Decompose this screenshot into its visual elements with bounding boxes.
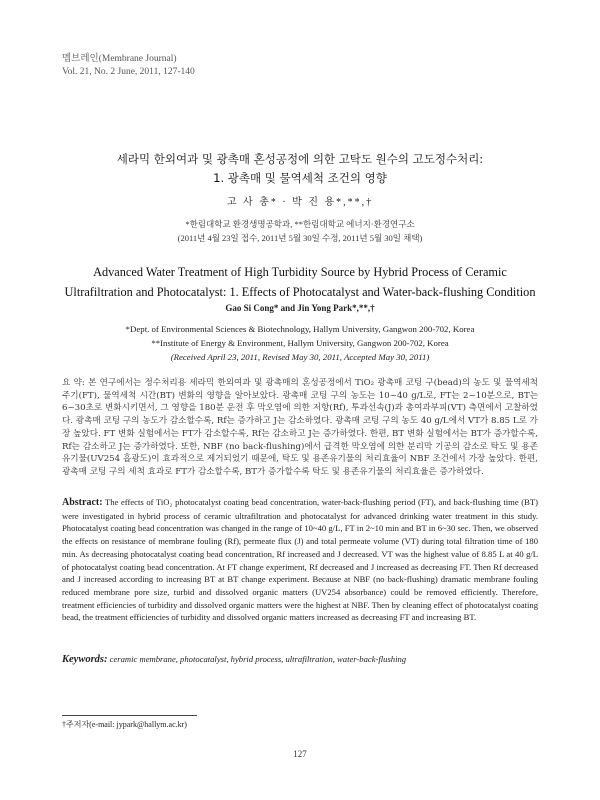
journal-header (62, 53, 195, 79)
korean-authors: 고 사 총* · 박 진 용*,**,† (226, 197, 374, 208)
keywords-label: Keywords: (62, 654, 108, 665)
english-affiliation-line1: *Dept. of Environmental Sciences & Biotechnology, Hallym University, Gangwon 200-702, Korea (125, 324, 475, 334)
english-affiliation-line2: **Institute of Energy & Environment, Hallym University, Gangwon 200-702, Korea (151, 338, 449, 348)
journal-volume: Vol. 21, No. 2 June, 2011, 127-140 (62, 67, 195, 77)
footnote-divider (62, 715, 197, 716)
korean-abstract: 요 약: 본 연구에서는 정수처리용 세라믹 한외여과 및 광촉매의 혼성공정에서 TiO₂ 광촉매 코팅 구(bead)의 농도 및 물역세척 주기(FT), 물역세척 시간(BT) 변화의 영향을 알아보았다. 광촉매 코팅 구의 농도는 10~40 g/L로, FT는 2~10분으로, BT는 6~30초로 변화시키면서, 그 영향을 180분 운전 후 막오염에 의한 저항(Rf), 투과선속(J)과 총여과부피(VT) 측면에서 고찰하였다. 광촉매 코팅 구의 농도가 감소할수록, Rf는 증가하고 J는 감소하였다. 광촉매 코팅 구의 농도 40 g/L에서 VT가 8.85 L로 가장 높았다. FT 변화 실험에서는 FT가 감소할수록, Rf는 감소하고 J는 증가하였다. 한편, BT 변화 실험에서는 BT가 증가할수록, Rf는 감소하고 J는 증가하였다. 또한, NBF (no back-flushing)에서 급격한 막오염에 의한 분리막 기공의 감소로 탁도 및 용존유기물(UV254 흡광도)이 효과적으로 제거되었기 때문에, 탁도 및 용존유기물의 처리효율이 NBF 조건에서 가장 높았다. 한편, 광촉매 코팅 구의 세척 효과로 FT가 감소할수록, BT가 증가할수록 탁도 및 용존유기물의 처리효율은 증가하였다. (62, 378, 538, 477)
korean-dates: (2011년 4월 23일 접수, 2011년 5월 30일 수정, 2011년 5월 30일 채택) (177, 233, 423, 243)
korean-title (0, 150, 600, 188)
corresponding-author-footnote: †주저자(e-mail: jypark@hallym.ac.kr) (62, 720, 187, 729)
korean-affiliation (0, 217, 600, 245)
english-title-line1: Advanced Water Treatment of High Turbidity Source by Hybrid Process of Ceramic (93, 265, 507, 279)
abstract-text: The effects of TiO₂ photocatalyst coating bead concentration, water-back-flushing period (FT), and back-flushing time (BT) were investigated in hybrid process of ceramic ultrafiltration and photocatalyst for advanced drinking water treatment in this study. Photocatalyst coating bead concentration was changed in the range of 10~40 g/L, FT in 2~10 min and BT in 6~30 sec. Then, we observed the effects on resistance of membrane fouling (Rf), permeate flux (J) and total permeate volume (VT) during total filtration time of 180 min. As decreasing photocatalyst coating bead concentration, Rf increased and J decreased. VT was the highest value of 8.85 L at 40 g/L of photocatalyst coating bead concentration. At FT change experiment, Rf decreased and J increased as decreasing FT. Then Rf decreased and J increased according to increasing BT at BT change experiment. Because at NBF (no back-flushing) dramatic membrane fouling reduced membrane pore size, turbid and dissolved organic matters (UV254 absorbance) could be removed efficiently. Therefore, treatment efficiencies of turbidity and dissolved organic matters were the highest at NBF. Then by cleaning effect of photocatalyst coating bead, the treatment efficiencies of turbidity and dissolved organic matters increased as decreasing FT and increasing BT. (62, 497, 539, 623)
keywords-text: ceramic membrane, photocatalyst, hybrid process, ultrafiltration, water-back-flushing (109, 654, 407, 664)
english-abstract (62, 496, 538, 624)
english-title (0, 262, 600, 302)
english-authors: Gao Si Cong* and Jin Yong Park*,**,† (225, 303, 375, 313)
page-number: 127 (293, 749, 307, 759)
journal-name: 멤브레인(Membrane Journal) (62, 54, 177, 64)
english-title-line2: Ultrafiltration and Photocatalyst: 1. Effects of Photocatalyst and Water-back-flushing Condition (64, 285, 536, 299)
english-dates: (Received April 23, 2011, Revised May 30, 2011, Accepted May 30, 2011) (170, 352, 430, 362)
korean-title-line1: 세라믹 한외여과 및 광촉매 혼성공정에 의한 고탁도 원수의 고도정수처리: (116, 152, 484, 166)
keywords (62, 654, 538, 665)
korean-title-line2: 1. 광촉매 및 물역세척 조건의 영향 (213, 171, 387, 185)
abstract-label: Abstract: (62, 497, 103, 508)
korean-affiliation-line1: *한림대학교 환경생명공학과, **한림대학교 에너지·환경연구소 (185, 219, 415, 229)
english-affiliation (0, 322, 600, 364)
